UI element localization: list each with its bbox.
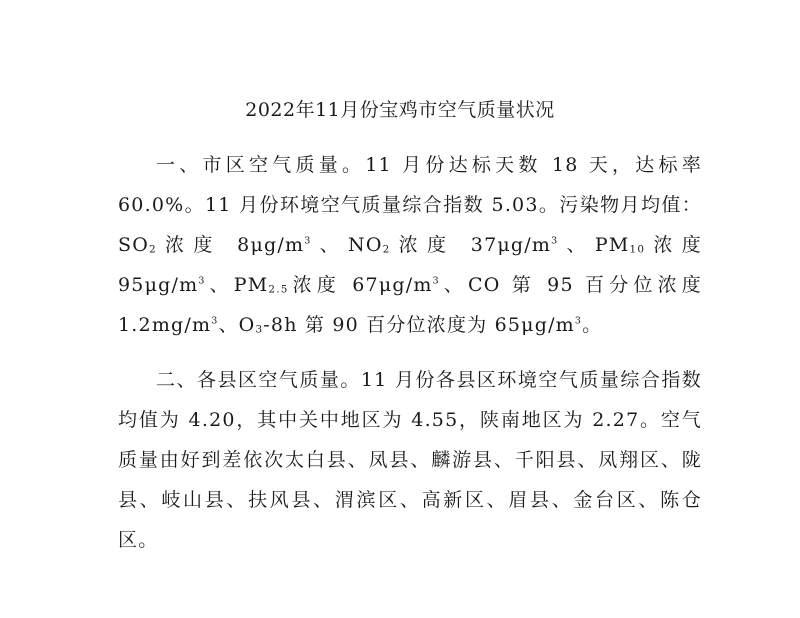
paragraph-county-air-quality: 二、各县区空气质量。11 月份各县区环境空气质量综合指数均值为 4.20，其中关中地区为 4.55，陕南地区为 2.27。空气质量由好到差依次太白县、凤县、麟游县、千阳县、凤翔区、陇县、岐山县、扶风县、渭滨区、高新区、眉县、金台区、陈仓区。 xyxy=(118,369,702,551)
p1-text-4: 浓度 37μg/m xyxy=(390,234,552,256)
p1-text-9: 、CO 第 95 百分位浓度 1.2mg/m xyxy=(118,274,702,336)
p1-text-5: 、PM xyxy=(558,234,630,256)
unit-superscript-4: 3 xyxy=(432,275,440,287)
p1-text-11: -8h 第 90 百分位浓度为 65μg/m xyxy=(263,314,575,336)
paragraph-city-air-quality xyxy=(118,145,702,345)
p1-text-12: 。 xyxy=(582,314,603,336)
p1-text-3: 、NO xyxy=(311,234,383,256)
p1-text-2: 浓度 8μg/m xyxy=(156,234,305,256)
o3-subscript: 3 xyxy=(255,323,264,336)
so2-subscript: 2 xyxy=(149,243,157,256)
unit-superscript-1: 3 xyxy=(304,235,312,247)
p1-text-7: 、PM xyxy=(205,274,269,296)
unit-superscript-2: 3 xyxy=(551,235,559,247)
unit-superscript-3: 3 xyxy=(198,275,206,287)
p1-text-1: 一、市区空气质量。11 月份达标天数 18 天，达标率 60.0%。11 月份环境空气质量综合指数 5.03。污染物月均值：SO xyxy=(118,154,702,256)
pm10-subscript: 10 xyxy=(629,243,646,256)
unit-superscript-6: 3 xyxy=(574,315,583,327)
p1-text-10: 、O xyxy=(218,314,256,336)
p1-text-6: 浓度 95μg/m xyxy=(118,234,702,296)
no2-subscript: 2 xyxy=(382,243,391,256)
p1-text-8: 浓度 67μg/m xyxy=(288,274,433,296)
document-title: 2022年11月份宝鸡市空气质量状况 xyxy=(245,99,555,121)
pm25-subscript: 2.5 xyxy=(268,283,289,296)
unit-superscript-5: 3 xyxy=(211,315,219,327)
